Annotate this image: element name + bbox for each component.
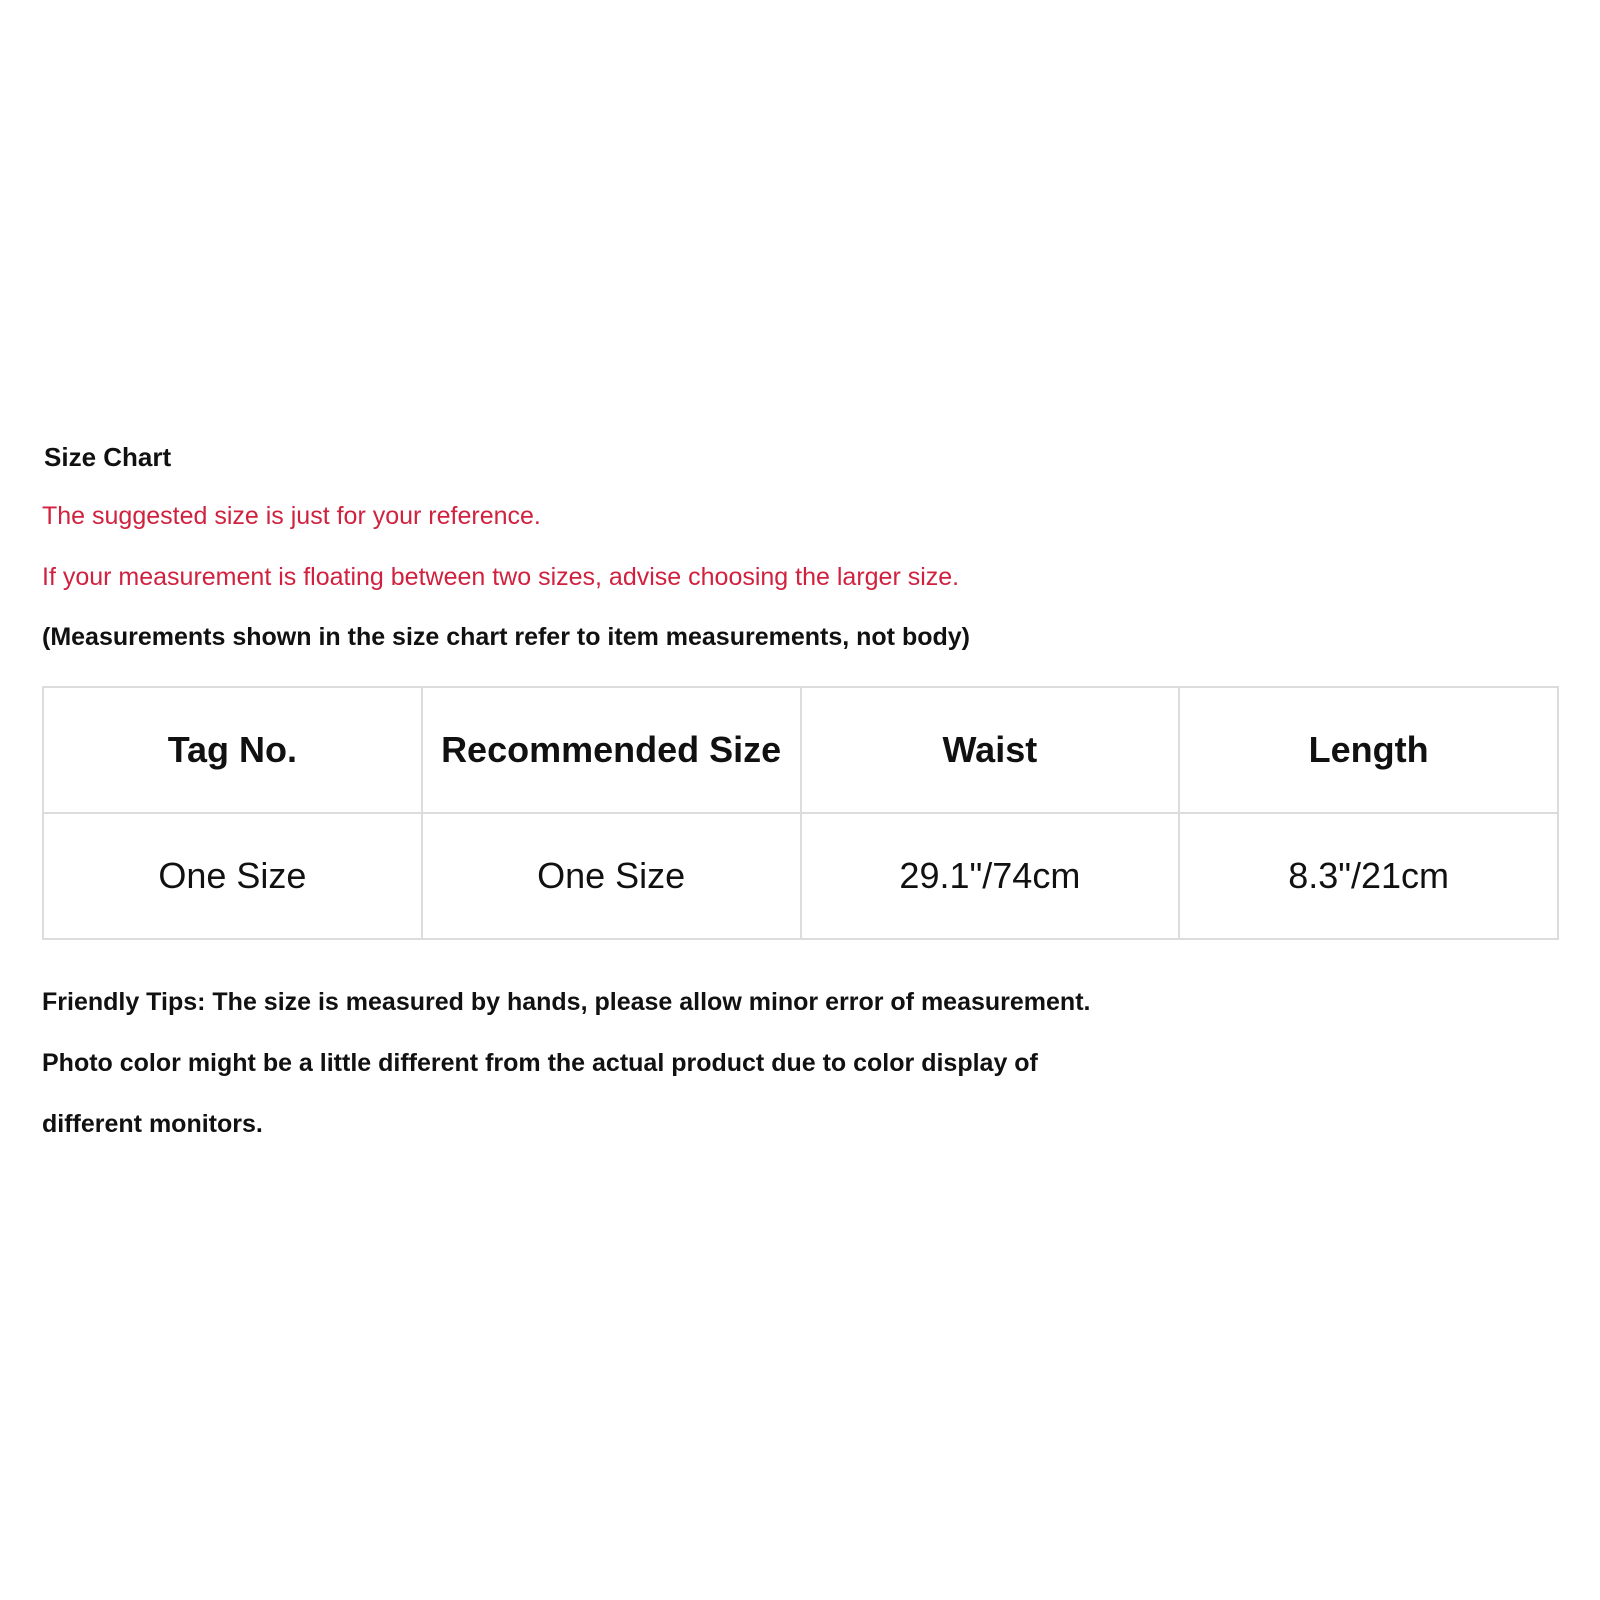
- header-recommended-size: Recommended Size: [422, 687, 801, 813]
- header-length: Length: [1179, 687, 1558, 813]
- friendly-tip: Friendly Tips: The size is measured by hands, please allow minor error of measurement.: [42, 988, 1091, 1016]
- table-row: [43, 813, 1558, 939]
- size-table: [42, 686, 1559, 940]
- table-header-row: [43, 687, 1558, 813]
- size-chart-title: Size Chart: [44, 442, 172, 472]
- cell-tag-no: One Size: [43, 813, 422, 939]
- cell-recommended-size: One Size: [422, 813, 801, 939]
- photo-color-tip-continued: different monitors.: [42, 1110, 263, 1138]
- larger-size-advice: If your measurement is floating between two sizes, advise choosing the larger size.: [42, 563, 960, 591]
- measurement-disclaimer: (Measurements shown in the size chart refer to item measurements, not body): [42, 623, 970, 651]
- cell-length: 8.3"/21cm: [1179, 813, 1558, 939]
- photo-color-tip: Photo color might be a little different from the actual product due to color display of: [42, 1049, 1038, 1077]
- header-waist: Waist: [801, 687, 1180, 813]
- reference-note: The suggested size is just for your reference.: [42, 502, 541, 530]
- cell-waist: 29.1"/74cm: [801, 813, 1180, 939]
- header-tag-no: Tag No.: [43, 687, 422, 813]
